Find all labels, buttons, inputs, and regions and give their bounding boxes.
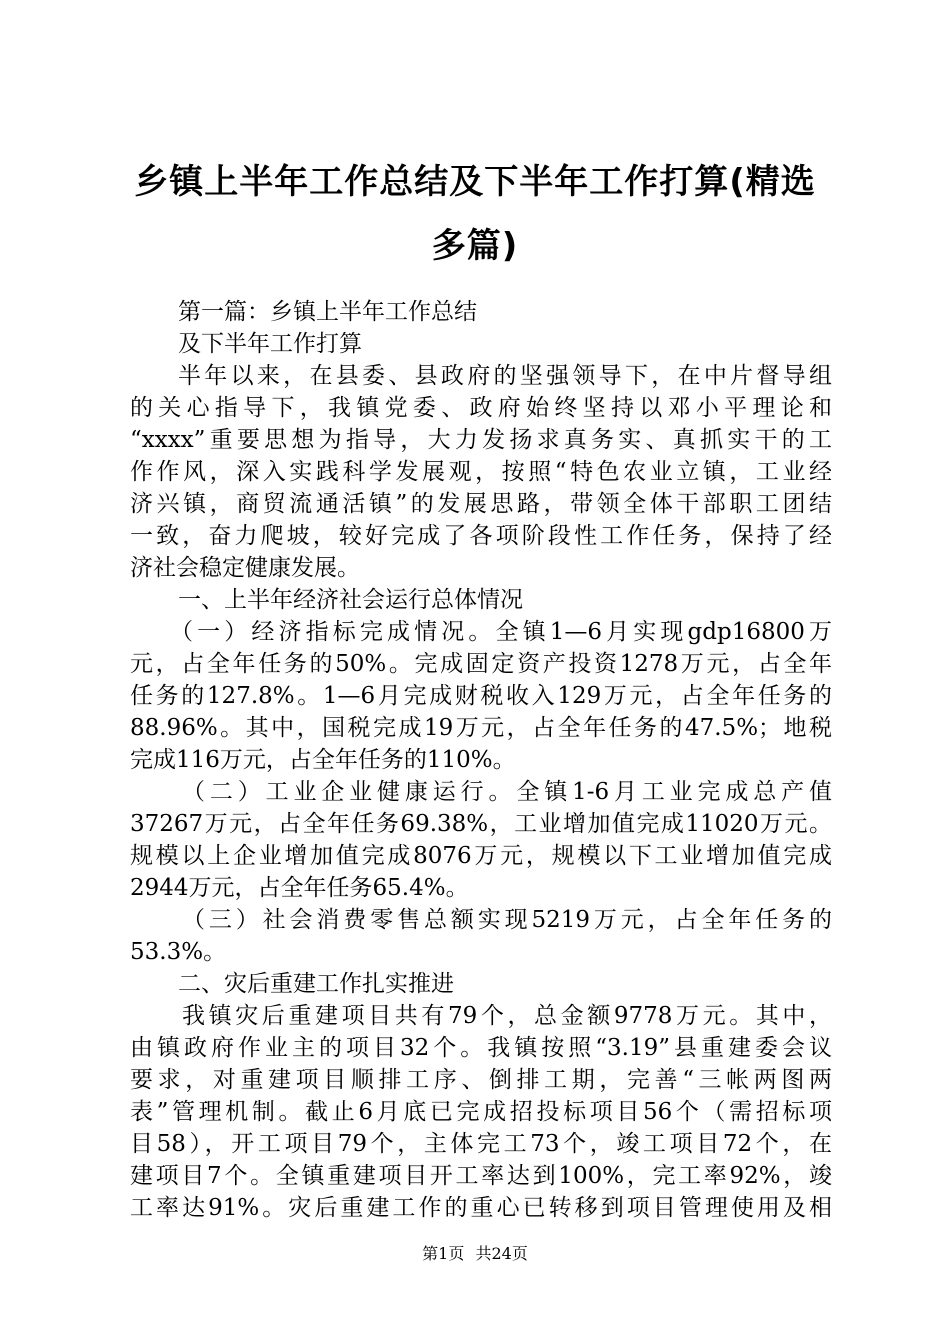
- paragraph-line: 任务的127.8%。1—6月完成财税收入129万元，占全年任务的: [130, 683, 832, 709]
- section-heading: 第一篇：乡镇上半年工作总结: [178, 299, 477, 325]
- document-body: [130, 296, 832, 1224]
- section-heading: 一、上半年经济社会运行总体情况: [178, 587, 523, 613]
- paragraph-line: 53.3%。: [130, 939, 227, 965]
- paragraph-line: 工率达91%。灾后重建工作的重心已转移到项目管理使用及相: [130, 1195, 832, 1221]
- paragraph-line: 建项目7个。全镇重建项目开工率达到100%，完工率92%，竣: [130, 1163, 832, 1189]
- paragraph-line: 表”管理机制。截止6月底已完成招投标项目56个（需招标项: [130, 1099, 832, 1125]
- page-total: 共24页: [475, 1244, 528, 1263]
- title-line-1: 乡镇上半年工作总结及下半年工作打算(精选: [134, 162, 816, 202]
- paragraph-line: 济兴镇，商贸流通活镇”的发展思路，带领全体干部职工团结: [130, 491, 832, 517]
- paragraph-line: 要求，对重建项目顺排工序、倒排工期，完善“三帐两图两: [130, 1067, 832, 1093]
- page-number: 第1页: [422, 1244, 465, 1263]
- paragraph-line: 半年以来，在县委、县政府的坚强领导下，在中片督导组: [178, 363, 832, 389]
- paragraph-line: 37267万元，占全年任务69.38%，工业增加值完成11020万元。: [130, 811, 832, 837]
- paragraph-line: 规模以上企业增加值完成8076万元，规模以下工业增加值完成: [130, 843, 832, 869]
- paragraph-line: 的关心指导下，我镇党委、政府始终坚持以邓小平理论和: [130, 395, 832, 421]
- paragraph-line: 完成116万元，占全年任务的110%。: [130, 747, 516, 773]
- section-heading-cont: 及下半年工作打算: [178, 331, 362, 357]
- paragraph-line: 一致，奋力爬坡，较好完成了各项阶段性工作任务，保持了经: [130, 523, 832, 549]
- paragraph-line: 我镇灾后重建项目共有79个，总金额9778万元。其中，: [182, 1003, 832, 1029]
- paragraph-line: 元，占全年任务的50%。完成固定资产投资1278万元，占全年: [130, 651, 832, 677]
- paragraph-line: 由镇政府作业主的项目32个。我镇按照“3.19”县重建委会议: [130, 1035, 832, 1061]
- paragraph-line: “xxxx”重要思想为指导，大力发扬求真务实、真抓实干的工: [130, 427, 832, 453]
- paragraph-line: 作作风，深入实践科学发展观，按照“特色农业立镇，工业经: [130, 459, 832, 485]
- document-title: [120, 150, 830, 278]
- title-line-2: 多篇): [431, 226, 519, 266]
- paragraph-line: 济社会稳定健康发展。: [130, 555, 360, 581]
- section-heading: 二、灾后重建工作扎实推进: [178, 971, 454, 997]
- page-footer: [0, 1244, 950, 1264]
- paragraph-line: （三）社会消费零售总额实现5219万元，占全年任务的: [182, 907, 832, 933]
- paragraph-line: 2944万元，占全年任务65.4%。: [130, 875, 469, 901]
- paragraph-line: （二）工业企业健康运行。全镇1-6月工业完成总产值: [182, 779, 832, 805]
- paragraph-line: （一）经济指标完成情况。全镇1—6月实现gdp16800万: [170, 619, 832, 645]
- paragraph-line: 88.96%。其中，国税完成19万元，占全年任务的47.5%；地税: [130, 715, 832, 741]
- paragraph-line: 目58），开工项目79个，主体完工73个，竣工项目72个，在: [130, 1131, 832, 1157]
